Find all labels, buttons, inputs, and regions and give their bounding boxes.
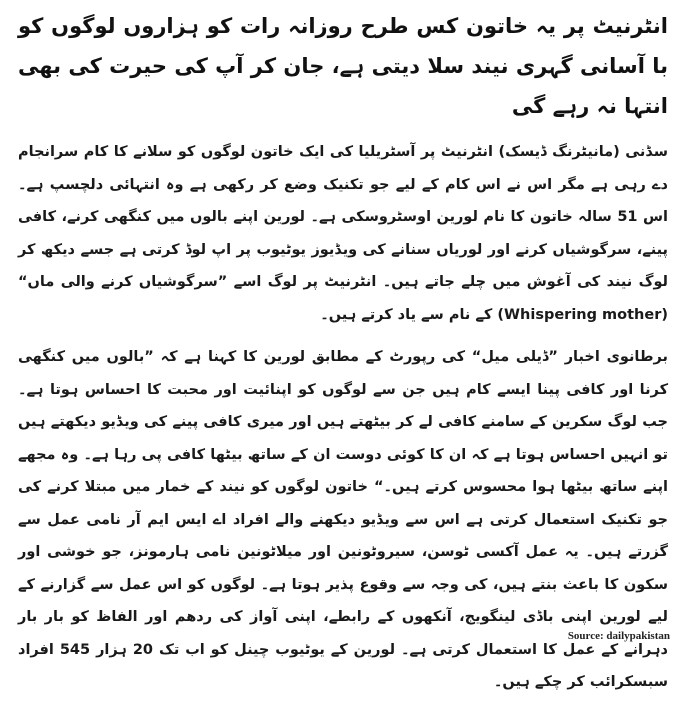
article-paragraph-2: برطانوی اخبار ”ڈیلی میل“ کی رپورٹ کے مطابق لورین کا کہنا ہے کہ ”بالوں میں کنگھی کرنا اور کافی پینا ایسے کام ہیں جن سے لوگوں کو اپنائیت اور محبت کا احساس ہوتا ہے۔ جب لوگ سکرین کے سامنے کافی لے کر بیٹھتے ہیں اور میری کافی پینے کی ویڈیو دیکھتے ہیں تو انہیں احساس ہوتا ہے کہ ان کا کوئی دوست ان کے ساتھ بیٹھا کافی پی رہا ہے۔ وہ مجھے اپنے ساتھ بیٹھا ہوا محسوس کرتے ہیں۔“ خاتون لوگوں کو نیند کے خمار میں مبتلا کرنے کی جو تکنیک استعمال کرتی ہے اس سے ویڈیو دیکھنے والے افراد اے ایس ایم آر نامی عمل سے گزرتے ہیں۔ یہ عمل آکسی ٹوسن، سیروٹونین اور میلاٹونین نامی ہارمونز، جو خوشی اور سکون کا باعث بنتے ہیں، کی وجہ سے وقوع پذیر ہوتا ہے۔ لوگوں کو اس عمل سے گزارنے کے لیے لورین اپنی باڈی لینگویج، آنکھوں کے رابطے، اپنی آواز کی ردھم اور الفاظ کو بار بار دہرانے کے عمل کا استعمال کرتی ہے۔ لورین کے یوٹیوب چینل کو اب تک 20 ہزار 545 افراد سبسکرائب کر چکے ہیں۔ [18,349,668,690]
article-headline: انٹرنیٹ پر یہ خاتون کس طرح روزانہ رات کو ہزاروں لوگوں کو با آسانی گہری نیند سلا دیتی ہے، جان کر آپ کی حیرت کی بھی انتہا نہ رہے گی [18,14,668,118]
source-credit: Source: dailypakistan [567,630,670,642]
article-paragraph-1: سڈنی (مانیٹرنگ ڈیسک) انٹرنیٹ پر آسٹریلیا کی ایک خاتون لوگوں کو سلانے کا کام سرانجام دے رہی ہے مگر اس نے اس کام کے لیے جو تکنیک وضع کر رکھی ہے وہ انتہائی دلچسپ ہے۔ اس 51 سالہ خاتون کا نام لورین اوسٹروسکی ہے۔ لورین اپنے بالوں میں کنگھی کرنے، کافی پینے، سرگوشیاں کرنے اور لوریاں سنانے کی ویڈیوز یوٹیوب پر اپ لوڈ کرتی ہے جسے دیکھ کر لوگ نیند کی آغوش میں چلے جاتے ہیں۔ انٹرنیٹ پر لوگ اسے ”سرگوشیاں کرنے والی ماں“ (Whispering mother) کے نام سے یاد کرتے ہیں۔ [18,144,669,323]
article [18,6,668,709]
